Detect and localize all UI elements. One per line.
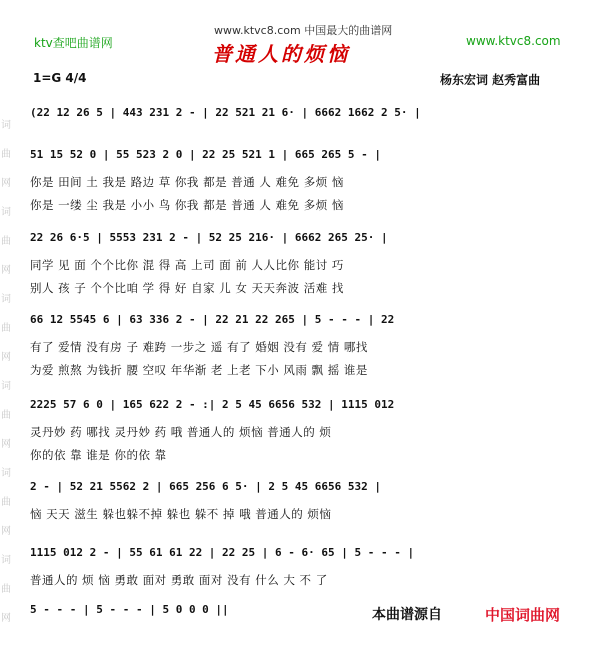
footer-site-name: 中国词曲网 (485, 606, 561, 624)
site-name-left: ktv查吧曲谱网 (34, 36, 113, 50)
score-notes-line: 51 15 52 0 | 55 523 2 0 | 22 25 521 1 | 665 265 5 - | (30, 148, 381, 161)
watermark-char: 词 (1, 294, 11, 305)
watermark-char: 词 (1, 381, 11, 392)
watermark-char: 网 (1, 526, 11, 537)
watermark-char: 曲 (1, 584, 11, 595)
score-lyric-line: 你的依 靠 谁是 你的依 靠 (30, 448, 167, 462)
side-watermark (0, 0, 12, 653)
score-notes-line: 2225 57 6 0 | 165 622 2 - :| 2 5 45 6656 532 | 1115 012 (30, 398, 395, 411)
score-lyric-line: 普通人的 烦 恼 勇敢 面对 勇敢 面对 没有 什么 大 不 了 (30, 573, 328, 587)
watermark-char: 词 (1, 555, 11, 566)
score-notes-line: 66 12 5545 6 | 63 336 2 - | 22 21 22 265 | 5 - - - | 22 (30, 313, 395, 326)
watermark-char: 曲 (1, 410, 11, 421)
watermark-char: 曲 (1, 497, 11, 508)
watermark-char: 网 (1, 352, 11, 363)
score-notes-line: (22 12 26 5 | 443 231 2 - | 22 521 21 6· | 6662 1662 2 5· | (30, 106, 421, 119)
watermark-char: 网 (1, 265, 11, 276)
score-lyric-line: 为爱 煎熬 为钱折 腰 空叹 年华渐 老 上老 下小 风雨 飘 摇 谁是 (30, 363, 368, 377)
score-notes-line: 1115 012 2 - | 55 61 61 22 | 22 25 | 6 - 6· 65 | 5 - - - | (30, 546, 415, 559)
score-lyric-line: 恼 天天 滋生 躲也躲不掉 躲也 躲不 掉 哦 普通人的 烦恼 (30, 507, 332, 521)
footer-source-label: 本曲谱源自 (372, 607, 442, 623)
score-lyric-line: 有了 爱情 没有房 子 难跨 一步之 遥 有了 婚姻 没有 爱 情 哪找 (30, 340, 368, 354)
score-lyric-line: 同学 见 面 个个比你 混 得 高 上司 面 前 人人比你 能讨 巧 (30, 258, 344, 272)
score-notes-line: 5 - - - | 5 - - - | 5 0 0 0 || (30, 603, 229, 616)
watermark-char: 网 (1, 439, 11, 450)
score-lyric-line: 你是 田间 土 我是 路边 草 你我 都是 普通 人 难免 多烦 恼 (30, 175, 344, 189)
key-signature: 1=G 4/4 (33, 71, 87, 85)
watermark-char: 网 (1, 613, 11, 624)
watermark-char: 网 (1, 178, 11, 189)
score-lyric-line: 灵丹妙 药 哪找 灵丹妙 药 哦 普通人的 烦恼 普通人的 烦 (30, 425, 332, 439)
watermark-char: 曲 (1, 149, 11, 160)
watermark-char: 曲 (1, 323, 11, 334)
score-notes-line: 2 - | 52 21 5562 2 | 665 256 6 5· | 2 5 45 6656 532 | (30, 480, 381, 493)
score-lyric-line: 你是 一缕 尘 我是 小小 鸟 你我 都是 普通 人 难免 多烦 恼 (30, 198, 344, 212)
site-url-right: www.ktvc8.com (466, 34, 561, 48)
score-notes-line: 22 26 6·5 | 5553 231 2 - | 52 25 216· | 6662 265 25· | (30, 231, 388, 244)
song-credits: 杨东宏词 赵秀富曲 (440, 73, 541, 87)
score-lyric-line: 别人 孩 子 个个比咱 学 得 好 自家 儿 女 天天奔波 活难 找 (30, 281, 344, 295)
watermark-char: 曲 (1, 236, 11, 247)
watermark-char: 词 (1, 207, 11, 218)
song-title: 普通人的烦恼 (212, 42, 350, 66)
watermark-char: 词 (1, 120, 11, 131)
watermark-char: 词 (1, 468, 11, 479)
site-banner-center: www.ktvc8.com 中国最大的曲谱网 (214, 24, 393, 37)
